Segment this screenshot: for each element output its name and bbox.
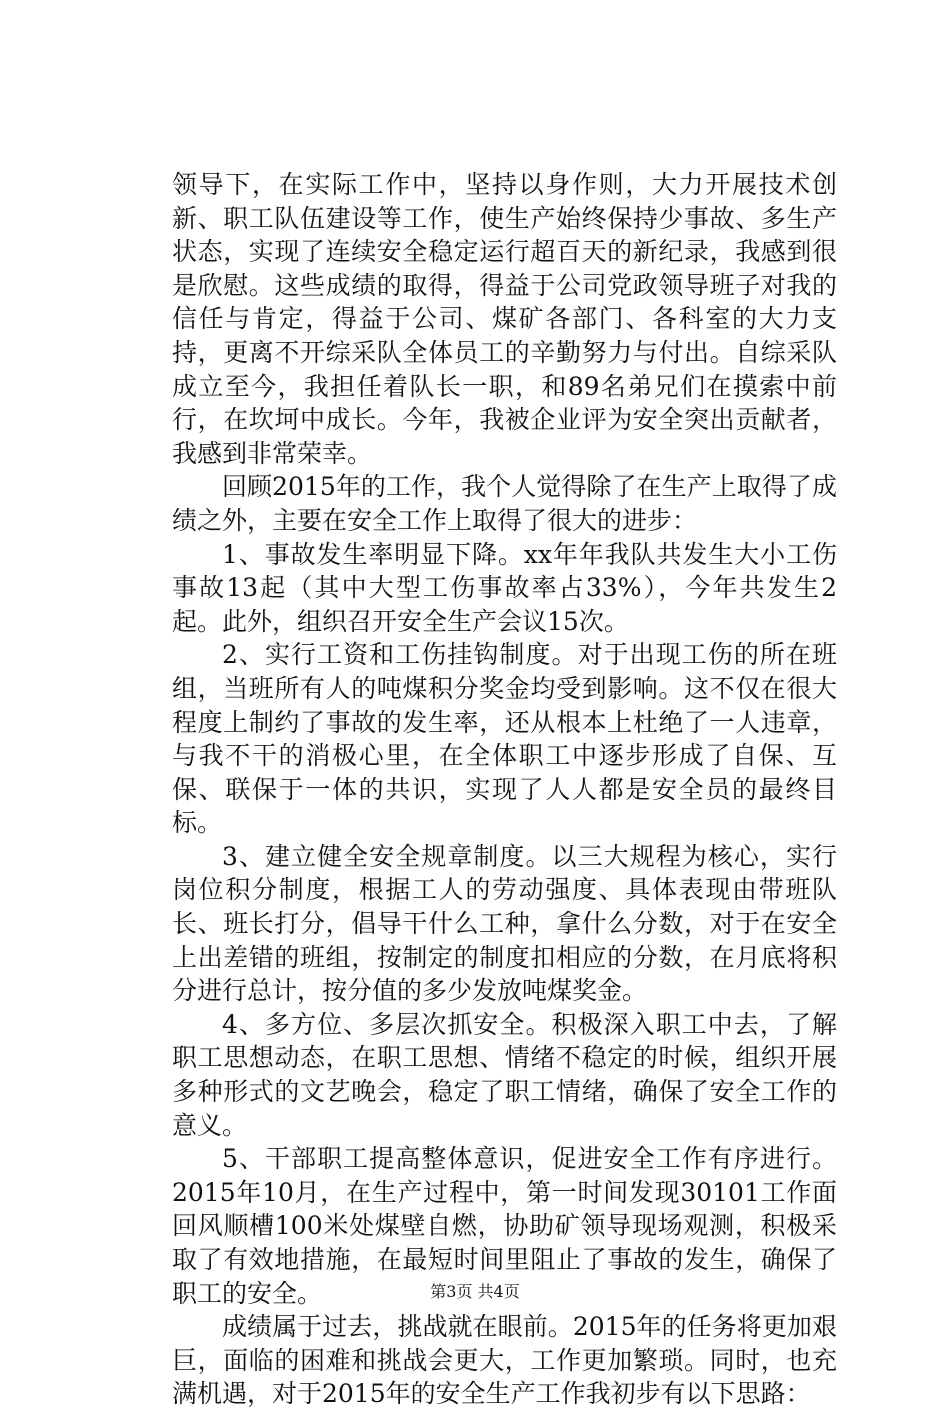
paragraph-outlook: 成绩属于过去，挑战就在眼前。2015年的任务将更加艰巨，面临的困难和挑战会更大，工作更加繁琐。同时，也充满机遇，对于2015年的安全生产工作我初步有以下思路： [172,1312,837,1409]
paragraph-review-2015: 回顾2015年的工作，我个人觉得除了在生产上取得了成绩之外，主要在安全工作上取得了很大的进步： [172,472,837,535]
document-body [172,168,837,1411]
paragraph-item-2: 2、实行工资和工伤挂钩制度。对于出现工伤的所在班组，当班所有人的吨煤积分奖金均受到影响。这不仅在很大程度上制约了事故的发生率，还从根本上杜绝了一人违章，与我不干的消极心里，在全体职工中逐步形成了自保、互保、联保于一体的共识，实现了人人都是安全员的最终目标。 [172,640,837,838]
page-number-footer: 第3页 共4页 [430,1282,520,1301]
paragraph-item-3: 3、建立健全安全规章制度。以三大规程为核心，实行岗位积分制度，根据工人的劳动强度、具体表现由带班队长、班长打分，倡导干什么工种，拿什么分数，对于在安全上出差错的班组，按制定的制度扣相应的分数，在月底将积分进行总计，按分值的多少发放吨煤奖金。 [172,841,837,1006]
paragraph-item-4: 4、多方位、多层次抓安全。积极深入职工中去，了解职工思想动态，在职工思想、情绪不稳定的时候，组织开展多种形式的文艺晚会，稳定了职工情绪，确保了安全工作的意义。 [172,1009,837,1140]
paragraph-item-5: 5、干部职工提高整体意识，促进安全工作有序进行。2015年10月，在生产过程中，第一时间发现30101工作面回风顺槽100米处煤壁自燃，协助矿领导现场观测，积极采取了有效地措施，在最短时间里阻止了事故的发生，确保了职工的安全。 [172,1144,837,1308]
paragraph-item-1: 1、事故发生率明显下降。xx年年我队共发生大小工伤事故13起（其中大型工伤事故率占33%），今年共发生2起。此外，组织召开安全生产会议15次。 [172,539,837,636]
paragraph-continuation: 领导下，在实际工作中，坚持以身作则，大力开展技术创新、职工队伍建设等工作，使生产始终保持少事故、多生产状态，实现了连续安全稳定运行超百天的新纪录，我感到很是欣慰。这些成绩的取得，得益于公司党政领导班子对我的信任与肯定，得益于公司、煤矿各部门、各科室的大力支持，更离不开综采队全体员工的辛勤努力与付出。自综采队成立至今，我担任着队长一职，和89名弟兄们在摸索中前行，在坎坷中成长。今年，我被企业评为安全突出贡献者，我感到非常荣幸。 [172,170,837,468]
